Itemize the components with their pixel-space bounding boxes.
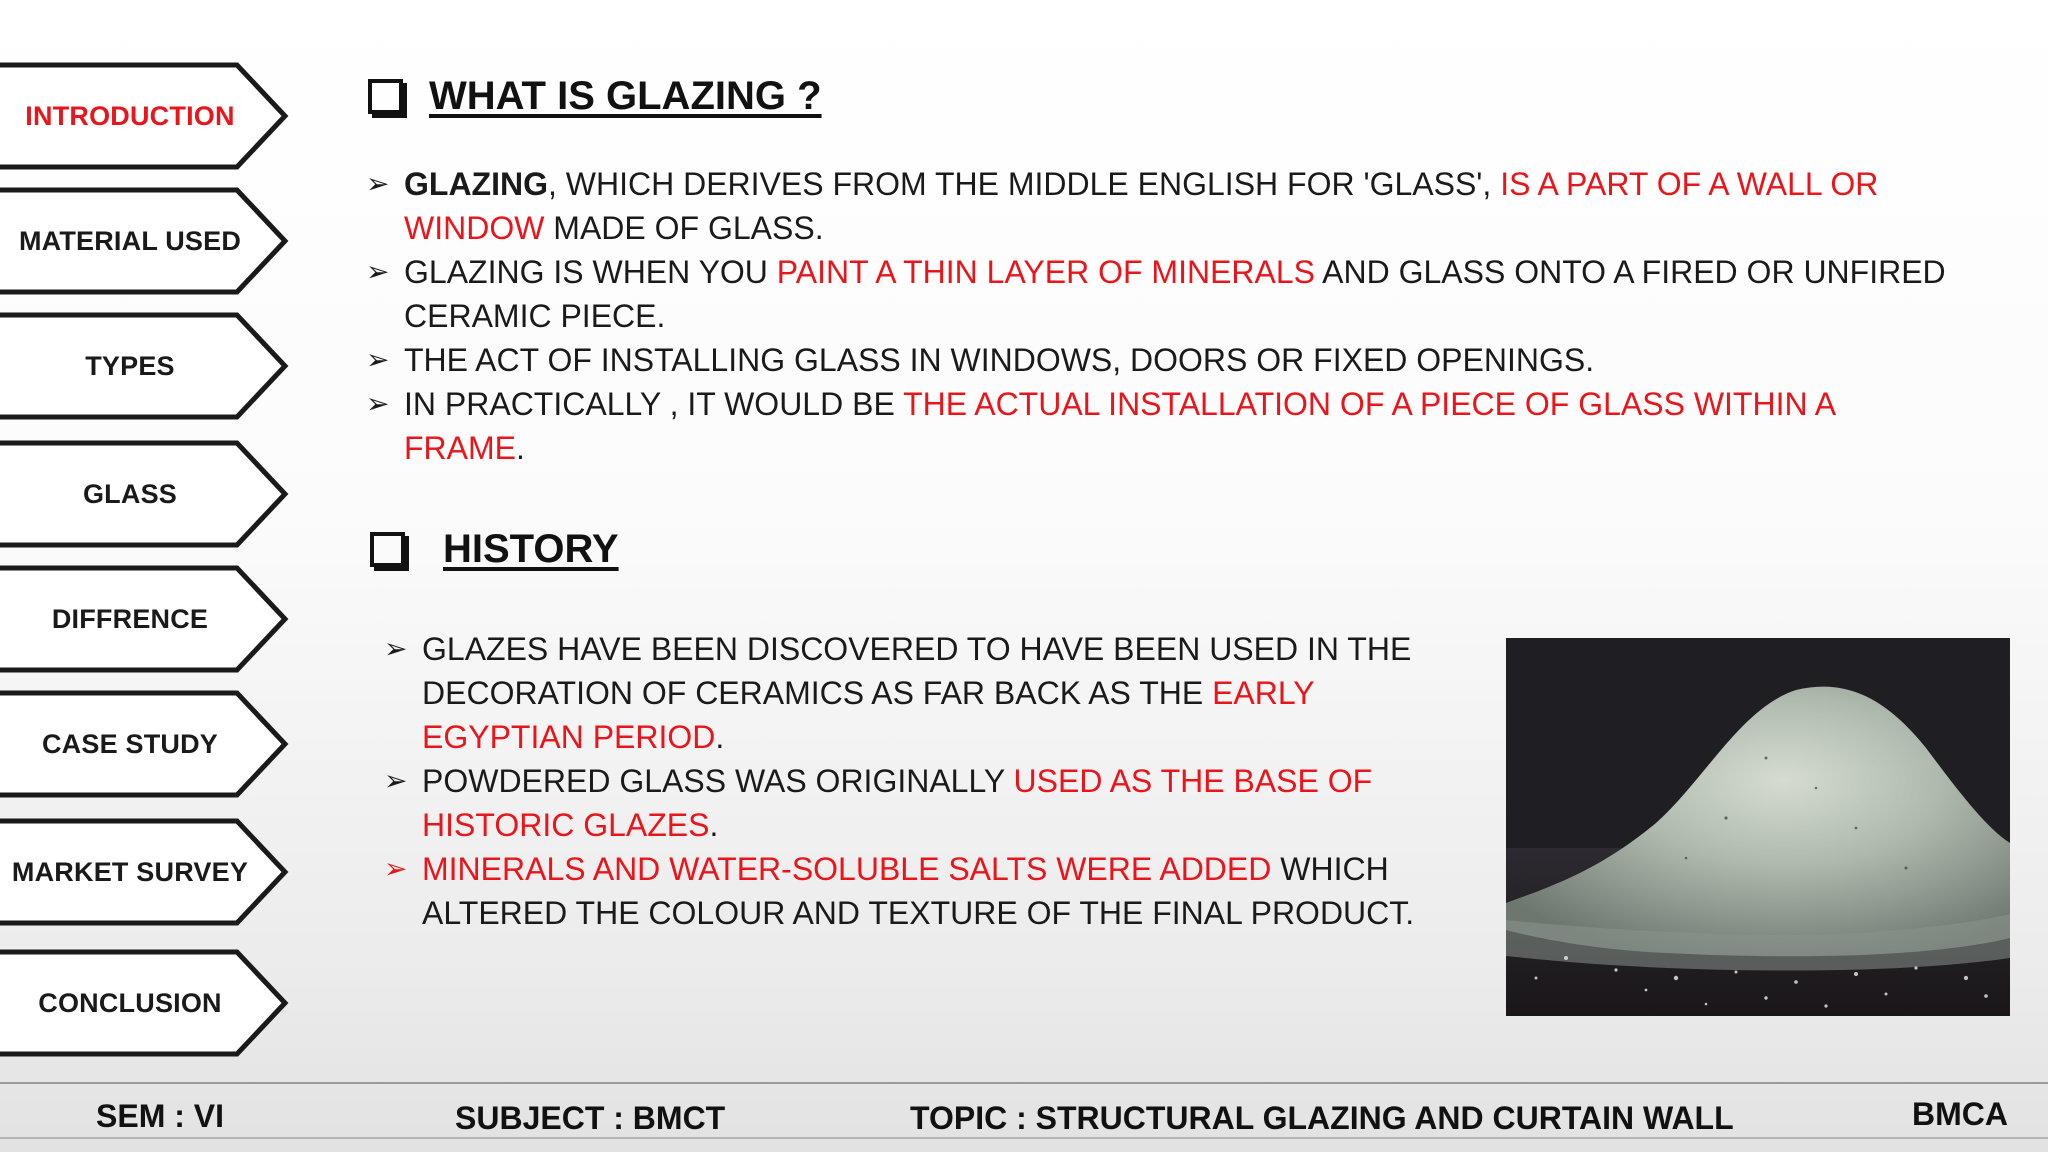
arrowhead-bullet-icon: ➢: [384, 853, 408, 884]
powdered-glass-photo: [1506, 638, 2010, 1016]
nav-item-glass[interactable]: [0, 440, 290, 548]
heading-text: HISTORY: [443, 527, 619, 571]
bullet-highlight: MINERALS AND WATER-SOLUBLE SALTS WERE ADDED: [422, 851, 1272, 887]
bullet-text: WHICH ALTERED THE COLOUR AND TEXTURE OF THE FINAL PRODUCT.: [422, 851, 1415, 931]
arrowhead-bullet-icon: ➢: [366, 344, 390, 375]
bullet-text: AND GLASS ONTO A FIRED OR UNFIRED CERAMIC PIECE.: [404, 254, 1946, 334]
footer-bottom-divider: [0, 1137, 2048, 1139]
checkbox-icon: [368, 79, 403, 114]
bullet-highlight: IS A PART OF A WALL OR WINDOW: [404, 166, 1879, 246]
nav-item-conclusion[interactable]: [0, 949, 290, 1057]
arrowhead-bullet-icon: ➢: [366, 388, 390, 419]
nav-item-material-used[interactable]: [0, 187, 290, 295]
bullet-text: THE ACT OF INSTALLING GLASS IN WINDOWS, DOORS OR FIXED OPENINGS.: [404, 342, 1595, 378]
bullet-highlight: THE ACTUAL INSTALLATION OF A PIECE OF GLASS WITHIN A FRAME: [404, 386, 1835, 466]
bullet-highlight: USED AS THE BASE OF HISTORIC GLAZES: [422, 763, 1373, 843]
bullet-text: POWDERED GLASS WAS ORIGINALLY: [422, 763, 1014, 799]
nav-label: MARKET SURVEY: [11, 856, 249, 887]
history-list: [384, 627, 1472, 935]
list-item: [366, 250, 1964, 338]
arrowhead-bullet-icon: ➢: [366, 168, 390, 199]
bullet-text: GLAZES HAVE BEEN DISCOVERED TO HAVE BEEN USED IN THE DECORATION OF CERAMICS AS FAR BACK AS THE: [422, 631, 1412, 711]
footer-topic: TOPIC : STRUCTURAL GLAZING AND CURTAIN WALL: [910, 1100, 1734, 1136]
arrowhead-bullet-icon: ➢: [366, 256, 390, 287]
nav-label: CONCLUSION: [38, 987, 222, 1018]
bullet-highlight: EARLY EGYPTIAN PERIOD: [422, 675, 1315, 755]
bullet-highlight: PAINT A THIN LAYER OF MINERALS: [776, 254, 1316, 290]
sidebar-nav: [0, 0, 300, 1080]
bullet-text: , WHICH DERIVES FROM THE MIDDLE ENGLISH FOR 'GLASS',: [547, 166, 1501, 202]
list-item: [384, 759, 1472, 847]
nav-item-market-survey[interactable]: [0, 818, 290, 926]
list-item: [366, 382, 1964, 470]
nav-label: INTRODUCTION: [25, 100, 235, 131]
list-item: [384, 847, 1472, 935]
footer-semester: SEM : VI: [96, 1098, 225, 1134]
nav-label: CASE STUDY: [41, 728, 219, 759]
list-item: [366, 338, 1964, 382]
nav-item-types[interactable]: [0, 312, 290, 420]
nav-label: DIFFRENCE: [51, 603, 209, 634]
bullet-text: IN PRACTICALLY , IT WOULD BE: [404, 386, 904, 422]
glazing-definition-list: [366, 162, 1964, 470]
nav-label: MATERIAL USED: [18, 225, 242, 256]
bullet-text: .: [709, 807, 719, 843]
nav-label: TYPES: [85, 350, 175, 381]
list-item: [384, 627, 1472, 759]
nav-item-diffrence[interactable]: [0, 565, 290, 673]
nav-label: GLASS: [82, 478, 177, 509]
nav-item-introduction[interactable]: [0, 62, 290, 170]
heading-text: WHAT IS GLAZING ?: [429, 74, 822, 118]
section-heading-what-is-glazing: [368, 74, 822, 119]
bullet-text: .: [715, 719, 725, 755]
bullet-text: MADE OF GLASS.: [544, 210, 824, 246]
footer-brand: BMCA: [1912, 1096, 2008, 1132]
powdered-glass-image: [1506, 638, 2010, 1016]
checkbox-icon: [370, 532, 405, 567]
nav-item-case-study[interactable]: [0, 690, 290, 798]
section-heading-history: [370, 527, 619, 572]
arrowhead-bullet-icon: ➢: [384, 633, 408, 664]
bullet-text: .: [516, 430, 525, 466]
footer-subject: SUBJECT : BMCT: [455, 1100, 726, 1136]
footer-top-divider: [0, 1082, 2048, 1084]
list-item: [366, 162, 1964, 250]
bullet-text: GLAZING IS WHEN YOU: [404, 254, 777, 290]
bullet-bold-text: GLAZING: [404, 166, 548, 202]
arrowhead-bullet-icon: ➢: [384, 765, 408, 796]
